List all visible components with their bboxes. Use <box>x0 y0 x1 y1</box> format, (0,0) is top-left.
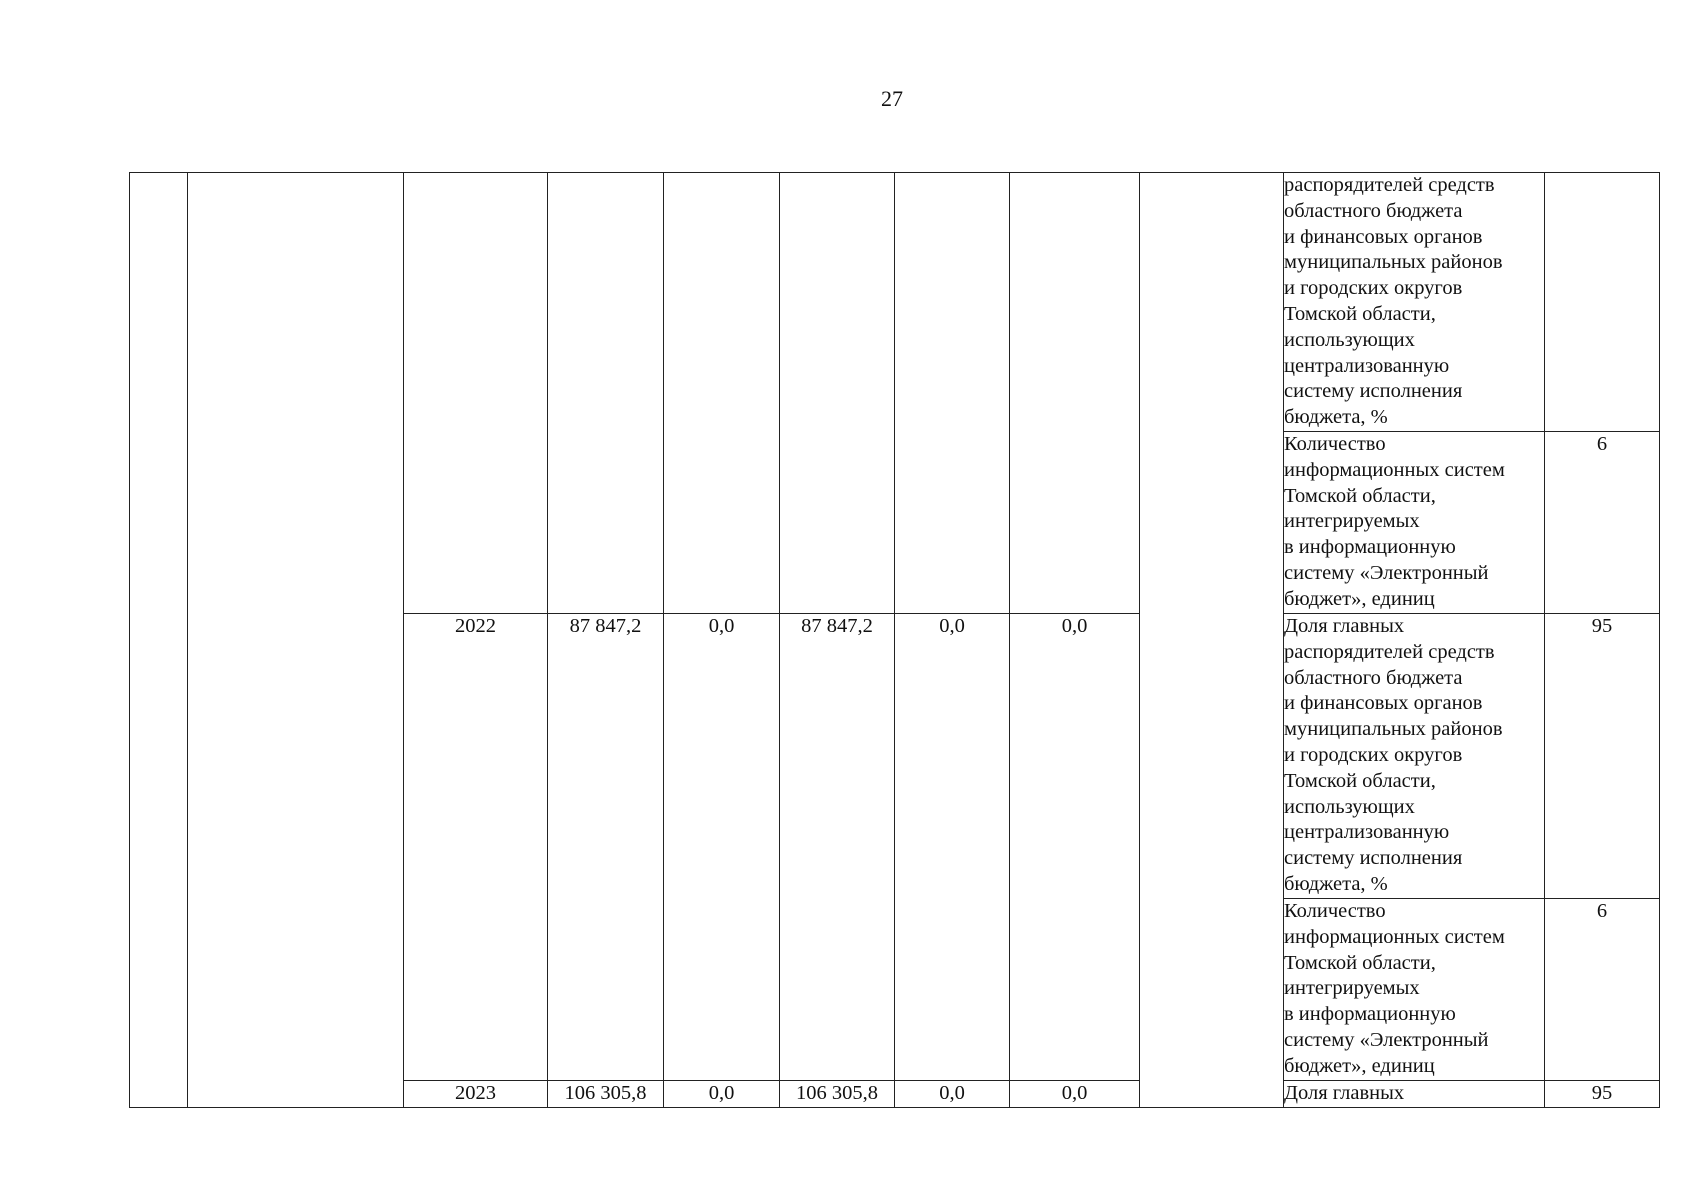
indicator-text: Доля главных <box>1284 1081 1545 1108</box>
funding-cell: 0,0 <box>664 1081 780 1108</box>
funding-cell: 0,0 <box>1010 1081 1140 1108</box>
funding-cell <box>895 173 1010 614</box>
page-number: 27 <box>881 86 903 111</box>
year-cell: 2022 <box>404 614 548 1081</box>
funding-cell: 87 847,2 <box>780 614 895 1081</box>
name-cell <box>188 173 404 1108</box>
table-row <box>130 173 1660 432</box>
funding-cell: 0,0 <box>1010 614 1140 1081</box>
indicator-value: 95 <box>1545 614 1660 899</box>
indicator-text: Количество информационных систем Томской области, интегрируемых в информационную систему «Электронный бюджет», единиц <box>1284 899 1545 1081</box>
indicator-value: 6 <box>1545 432 1660 614</box>
funding-cell <box>664 173 780 614</box>
funding-cell <box>1010 173 1140 614</box>
indicator-text: распорядителей средств областного бюджета и финансовых органов муниципальных районов и городских округов Томской области, использующих централизованную систему исполнения бюджета, % <box>1284 173 1545 432</box>
total-cell: 106 305,8 <box>548 1081 664 1108</box>
indicator-value: 95 <box>1545 1081 1660 1108</box>
number-cell <box>130 173 188 1108</box>
funding-cell: 106 305,8 <box>780 1081 895 1108</box>
indicator-value <box>1545 173 1660 432</box>
budget-table <box>129 172 1660 1108</box>
total-cell <box>548 173 664 614</box>
funding-cell <box>780 173 895 614</box>
indicator-text: Количество информационных систем Томской области, интегрируемых в информационную систему «Электронный бюджет», единиц <box>1284 432 1545 614</box>
funding-cell: 0,0 <box>895 614 1010 1081</box>
funding-cell: 0,0 <box>664 614 780 1081</box>
executor-cell <box>1140 173 1284 1108</box>
year-cell: 2023 <box>404 1081 548 1108</box>
indicator-text: Доля главных распорядителей средств областного бюджета и финансовых органов муниципальных районов и городских округов Томской области, использующих централизованную систему исполнения бюджета, % <box>1284 614 1545 899</box>
indicator-value: 6 <box>1545 899 1660 1081</box>
funding-cell: 0,0 <box>895 1081 1010 1108</box>
total-cell: 87 847,2 <box>548 614 664 1081</box>
year-cell <box>404 173 548 614</box>
